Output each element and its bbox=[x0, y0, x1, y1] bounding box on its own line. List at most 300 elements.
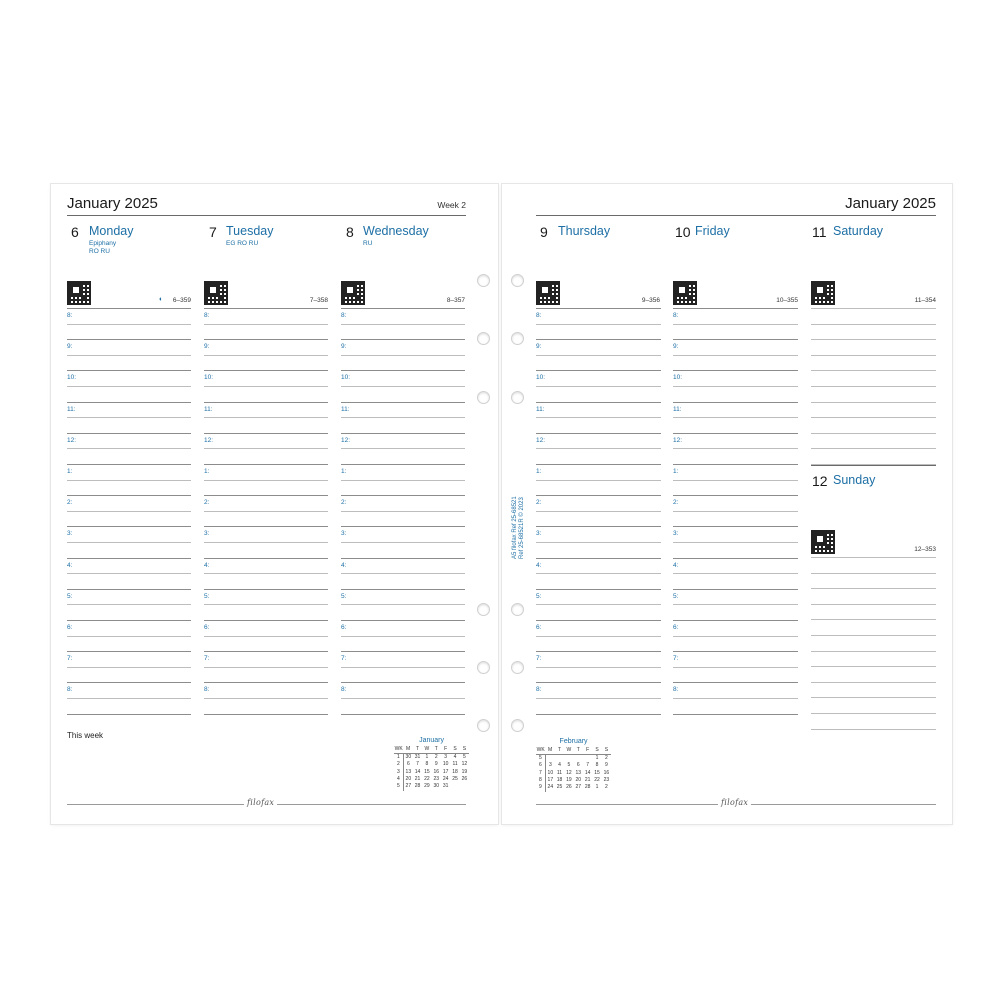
hour-label: 8: bbox=[536, 312, 542, 319]
mini-calendar-date: 31 bbox=[442, 783, 449, 790]
hour-label: 6: bbox=[67, 624, 73, 631]
ruled-line bbox=[536, 542, 661, 543]
hour-label: 10: bbox=[341, 374, 351, 382]
mini-calendar-title: February bbox=[559, 738, 588, 745]
ruled-line bbox=[811, 713, 936, 714]
ruled-line bbox=[341, 667, 465, 668]
mini-calendar-date: 27 bbox=[575, 784, 582, 791]
ruled-line bbox=[536, 464, 661, 465]
day-number: 6 bbox=[71, 224, 79, 240]
mini-calendar-date: 20 bbox=[405, 775, 412, 782]
ruled-line bbox=[341, 495, 465, 496]
hour-label: 10: bbox=[673, 374, 683, 382]
ruled-line bbox=[67, 417, 191, 418]
ruled-line bbox=[204, 573, 328, 574]
ruled-line bbox=[204, 558, 328, 559]
ruled-line bbox=[673, 511, 798, 512]
ruled-line bbox=[536, 620, 661, 621]
mini-calendar-date: 26 bbox=[461, 775, 468, 782]
ruled-line bbox=[811, 402, 936, 403]
ruled-line bbox=[673, 589, 798, 590]
ruled-line bbox=[536, 698, 661, 699]
ruled-line bbox=[67, 714, 191, 715]
mini-calendar-date: 19 bbox=[461, 768, 468, 775]
hour-label: 5: bbox=[204, 592, 210, 600]
ruled-line bbox=[341, 417, 465, 418]
mini-calendar-body bbox=[394, 754, 469, 791]
day-number: 7 bbox=[209, 224, 217, 240]
mini-calendar-date: 13 bbox=[575, 769, 582, 776]
mini-calendar-date: 8 bbox=[595, 762, 599, 769]
ruled-line bbox=[204, 636, 328, 637]
ruled-line bbox=[204, 667, 328, 668]
ruled-line bbox=[673, 542, 798, 543]
ruled-line bbox=[536, 402, 661, 403]
mini-calendar-date: 19 bbox=[566, 776, 572, 783]
ruled-line bbox=[536, 573, 661, 574]
mini-calendar-date: 12 bbox=[566, 769, 572, 776]
ruled-line bbox=[67, 511, 191, 512]
hour-label: 8: bbox=[673, 686, 679, 694]
hour-lines bbox=[341, 308, 465, 733]
ruled-line bbox=[67, 495, 191, 496]
binder-hole bbox=[477, 391, 490, 404]
mini-calendar-date: 4 bbox=[453, 754, 457, 760]
ruled-line bbox=[204, 651, 328, 652]
mini-calendar-weekday-header: M bbox=[545, 747, 554, 755]
mini-calendar-grid bbox=[394, 746, 469, 791]
ruled-line bbox=[67, 402, 191, 403]
hour-label: 3: bbox=[341, 530, 347, 538]
mini-calendar-weekday-header: S bbox=[592, 747, 601, 755]
qr-code-icon bbox=[204, 281, 228, 305]
mini-calendar-date: 8 bbox=[425, 761, 429, 768]
ruled-line bbox=[673, 417, 798, 418]
ruled-line bbox=[341, 433, 465, 434]
ruled-line bbox=[67, 589, 191, 590]
ruled-line bbox=[673, 386, 798, 387]
day-number: 11 bbox=[812, 224, 827, 240]
mini-calendar-date: 21 bbox=[584, 776, 591, 783]
ruled-line bbox=[67, 620, 191, 621]
mini-calendar-date bbox=[460, 783, 469, 790]
qr-code-icon bbox=[67, 281, 91, 305]
day-name: Sunday bbox=[833, 473, 876, 487]
mini-calendar-weekday-header: T bbox=[555, 747, 564, 755]
mini-calendar-date: 3 bbox=[548, 762, 552, 769]
ruled-line bbox=[204, 464, 328, 465]
mini-calendar-title: January bbox=[419, 737, 445, 744]
day-of-year-code: 12–353 bbox=[914, 546, 936, 553]
mini-calendar-date: 5 bbox=[463, 754, 466, 760]
day-of-year-code: 11–354 bbox=[914, 297, 936, 304]
ruled-line bbox=[673, 433, 798, 434]
mini-calendar-date: 7 bbox=[416, 761, 419, 768]
hour-label: 12: bbox=[673, 436, 683, 444]
ruled-line bbox=[341, 698, 465, 699]
ruled-line bbox=[811, 619, 936, 620]
hour-label: 5: bbox=[67, 592, 73, 600]
binder-hole bbox=[477, 274, 490, 287]
ruled-line bbox=[204, 480, 328, 481]
ruled-line bbox=[341, 370, 465, 371]
hour-label: 10: bbox=[536, 374, 546, 382]
mini-calendar-header-row bbox=[536, 747, 611, 755]
mini-calendar-weekday-header: WK bbox=[536, 747, 545, 753]
ruled-line bbox=[67, 324, 191, 325]
hour-lines bbox=[673, 308, 798, 733]
ruled-line bbox=[536, 604, 661, 605]
header-rule bbox=[536, 215, 936, 216]
hour-label: 2: bbox=[67, 499, 73, 507]
ruled-line bbox=[341, 542, 465, 543]
ruled-line bbox=[67, 308, 191, 309]
mini-calendar-weekday-header: T bbox=[432, 746, 441, 754]
mini-calendar-date: 11 bbox=[556, 769, 563, 776]
ruled-line bbox=[204, 604, 328, 605]
day-of-year-code: 9–356 bbox=[641, 297, 660, 304]
hour-label: 7: bbox=[204, 655, 210, 663]
ruled-line bbox=[536, 355, 661, 356]
mini-calendar-weekday-header: F bbox=[441, 746, 450, 754]
hour-label: 7: bbox=[67, 655, 73, 663]
hour-label: 3: bbox=[673, 530, 679, 538]
day-of-year-code: 8–357 bbox=[446, 297, 465, 304]
hour-label: 7: bbox=[341, 655, 347, 663]
ruled-line bbox=[811, 355, 936, 356]
hour-label: 3: bbox=[204, 530, 210, 538]
hour-label: 9: bbox=[204, 343, 210, 351]
hour-label: 4: bbox=[673, 561, 679, 569]
qr-code-icon bbox=[341, 281, 365, 305]
ruled-line bbox=[673, 667, 798, 668]
mini-calendar-week-row bbox=[394, 776, 469, 783]
binder-hole bbox=[511, 274, 524, 287]
ruled-line bbox=[673, 355, 798, 356]
ruled-line bbox=[673, 636, 798, 637]
mini-calendar-date: 6 bbox=[406, 761, 410, 768]
binder-hole bbox=[477, 603, 490, 616]
ruled-line bbox=[341, 386, 465, 387]
ruled-line bbox=[536, 433, 661, 434]
mini-calendar-week-row bbox=[536, 769, 611, 776]
mini-calendar-date: 14 bbox=[414, 768, 421, 775]
mini-calendar-date: 25 bbox=[556, 784, 563, 791]
ruled-line bbox=[536, 667, 661, 668]
ruled-line bbox=[811, 433, 936, 434]
ruled-line bbox=[341, 620, 465, 621]
ruled-line bbox=[673, 558, 798, 559]
mini-calendar-date: 18 bbox=[556, 776, 563, 783]
mini-calendar-date: 24 bbox=[547, 784, 554, 791]
mini-calendar-date: 10 bbox=[442, 761, 449, 768]
hour-label: 6: bbox=[536, 624, 542, 631]
mini-calendar-weekday-header: S bbox=[450, 746, 459, 754]
hour-lines bbox=[536, 308, 661, 733]
ruled-line bbox=[67, 651, 191, 652]
ruled-line bbox=[67, 464, 191, 465]
mini-calendar-date: 29 bbox=[424, 783, 430, 790]
mini-calendar-week-row bbox=[394, 783, 469, 790]
hour-label: 1: bbox=[673, 468, 679, 475]
ruled-line bbox=[341, 480, 465, 481]
hour-label: 2: bbox=[673, 499, 679, 507]
ruled-line bbox=[204, 324, 328, 325]
mini-calendar-week-number: 2 bbox=[394, 761, 403, 768]
hour-label: 1: bbox=[204, 468, 210, 475]
binder-hole bbox=[511, 603, 524, 616]
ruled-line bbox=[536, 417, 661, 418]
mini-calendar-weekday-header: F bbox=[583, 747, 592, 755]
hour-label: 8: bbox=[204, 312, 210, 319]
ruled-line bbox=[341, 526, 465, 527]
ruled-line bbox=[204, 511, 328, 512]
hour-label: 11: bbox=[673, 405, 682, 413]
mini-calendar-week-number: 9 bbox=[536, 784, 545, 791]
week-number-label: Week 2 bbox=[437, 200, 466, 210]
mini-calendar-date: 2 bbox=[605, 755, 608, 761]
ruled-line bbox=[811, 573, 936, 574]
hour-label: 10: bbox=[204, 374, 214, 382]
hour-label: 4: bbox=[204, 561, 210, 569]
binder-hole bbox=[511, 661, 524, 674]
mini-calendar-date: 11 bbox=[452, 761, 458, 768]
ruled-line bbox=[673, 495, 798, 496]
ruled-line bbox=[811, 635, 936, 636]
ruled-line bbox=[536, 526, 661, 527]
ruled-line bbox=[341, 682, 465, 683]
mini-calendar-week-number: 5 bbox=[536, 755, 545, 763]
binder-hole bbox=[477, 661, 490, 674]
mini-calendar-date: 24 bbox=[442, 775, 449, 782]
mini-calendar-week-row bbox=[394, 761, 469, 768]
mini-calendar-date: 4 bbox=[558, 762, 561, 769]
ruled-line bbox=[204, 355, 328, 356]
mini-calendar-date: 30 bbox=[405, 754, 412, 760]
ruled-line bbox=[67, 433, 191, 434]
mini-calendar-week-number: 7 bbox=[536, 769, 545, 776]
hour-label: 9: bbox=[536, 343, 542, 351]
ruled-line bbox=[673, 573, 798, 574]
ruled-line bbox=[536, 480, 661, 481]
ruled-line bbox=[341, 511, 465, 512]
day-name: Friday bbox=[695, 224, 730, 238]
ruled-line bbox=[673, 324, 798, 325]
hour-label: 2: bbox=[341, 499, 347, 507]
mini-calendar-weekday-header: M bbox=[403, 746, 412, 754]
day-number: 8 bbox=[346, 224, 354, 240]
product-reference-text bbox=[512, 496, 526, 559]
ruled-line bbox=[536, 339, 661, 340]
ruled-line bbox=[204, 448, 328, 449]
mini-calendar-date: 13 bbox=[405, 768, 412, 775]
ruled-line bbox=[673, 480, 798, 481]
filofax-logo: filofax bbox=[718, 798, 751, 807]
qr-code-icon bbox=[811, 530, 835, 554]
mini-calendar-date: 10 bbox=[547, 769, 554, 776]
mini-calendar-date: 1 bbox=[425, 754, 429, 760]
mini-calendar-date: 5 bbox=[567, 762, 571, 769]
hour-label: 6: bbox=[673, 624, 679, 631]
binder-hole bbox=[511, 391, 524, 404]
mini-calendar-date: 9 bbox=[605, 762, 608, 769]
mini-calendar-date: 20 bbox=[575, 776, 582, 783]
mini-calendar-date: 25 bbox=[452, 775, 458, 782]
day-name: Monday bbox=[89, 224, 134, 238]
mini-calendar-date: 27 bbox=[405, 783, 412, 790]
ruled-line bbox=[673, 402, 798, 403]
ruled-line bbox=[811, 588, 936, 589]
ruled-line bbox=[204, 495, 328, 496]
ruled-line bbox=[341, 402, 465, 403]
hour-label: 2: bbox=[536, 499, 542, 507]
mini-calendar-date: 30 bbox=[433, 783, 440, 790]
mini-calendar-week-row bbox=[536, 755, 611, 763]
page-month-title: January 2025 bbox=[845, 195, 936, 212]
hour-label: 12: bbox=[67, 436, 77, 444]
day-name: Tuesday bbox=[226, 224, 274, 238]
hour-label: 4: bbox=[67, 561, 73, 569]
moon-phase-icon: ◐ bbox=[159, 296, 164, 303]
ruled-line bbox=[204, 542, 328, 543]
day-of-year-code: 6–359 bbox=[172, 297, 191, 304]
ruled-line bbox=[204, 370, 328, 371]
right-diary-page bbox=[502, 184, 952, 824]
ruled-line bbox=[341, 651, 465, 652]
hour-label: 1: bbox=[67, 468, 73, 475]
ruled-line bbox=[67, 542, 191, 543]
mini-calendar-grid bbox=[536, 747, 611, 792]
mini-calendar-date bbox=[574, 755, 583, 763]
filofax-logo: filofax bbox=[244, 798, 277, 807]
ruled-line bbox=[67, 698, 191, 699]
mini-calendar-date: 9 bbox=[434, 761, 438, 768]
hour-label: 8: bbox=[673, 312, 679, 319]
mini-calendar-date bbox=[564, 755, 573, 763]
mini-calendar-weekday-header: T bbox=[413, 746, 422, 754]
hour-label: 11: bbox=[204, 405, 213, 413]
ruled-line bbox=[204, 433, 328, 434]
mini-calendar-weekday-header: W bbox=[564, 747, 573, 755]
mini-calendar-week-number: 3 bbox=[394, 768, 403, 775]
mini-calendar-date bbox=[545, 755, 554, 763]
hour-label: 11: bbox=[341, 405, 350, 413]
mini-calendar-body bbox=[536, 755, 611, 792]
mini-calendar-weekday-header: W bbox=[422, 746, 431, 754]
binder-hole bbox=[477, 332, 490, 345]
hour-label: 1: bbox=[536, 468, 542, 475]
mini-calendar-week-row bbox=[536, 777, 611, 784]
day-name: Thursday bbox=[558, 224, 611, 238]
ruled-line bbox=[811, 682, 936, 683]
ruled-line bbox=[811, 386, 936, 387]
day-name: Saturday bbox=[833, 224, 884, 238]
hour-label: 5: bbox=[536, 592, 542, 600]
ruled-line bbox=[811, 308, 936, 309]
ruled-line bbox=[536, 495, 661, 496]
ruled-line bbox=[341, 604, 465, 605]
mini-calendar-date: 12 bbox=[461, 761, 468, 768]
mini-calendar-date bbox=[450, 783, 459, 790]
hour-label: 5: bbox=[341, 592, 347, 600]
mini-calendar-date: 23 bbox=[603, 776, 610, 783]
ruled-line bbox=[67, 558, 191, 559]
mini-calendar-weekday-header: S bbox=[460, 746, 469, 754]
mini-calendar-date: 7 bbox=[586, 762, 590, 769]
day-country-codes: RU bbox=[363, 240, 373, 247]
qr-code-icon bbox=[536, 281, 560, 305]
hour-label: 8: bbox=[67, 686, 73, 694]
header-rule bbox=[67, 215, 466, 216]
ruled-line bbox=[536, 386, 661, 387]
this-week-label: This week bbox=[67, 731, 104, 740]
product-reference-line: A5 filofax Ref 25-68521 bbox=[512, 496, 518, 559]
mini-calendar-week-row bbox=[536, 784, 611, 791]
ruled-line bbox=[673, 620, 798, 621]
ruled-line bbox=[673, 448, 798, 449]
mini-calendar-week-number: 6 bbox=[536, 762, 545, 769]
hour-label: 7: bbox=[673, 655, 679, 663]
ruled-line bbox=[204, 714, 328, 715]
hour-label: 4: bbox=[341, 561, 347, 569]
ruled-line bbox=[67, 604, 191, 605]
binder-hole bbox=[511, 332, 524, 345]
ruled-line bbox=[341, 714, 465, 715]
mini-calendar-date: 1 bbox=[595, 784, 599, 791]
mini-calendar-week-row bbox=[536, 762, 611, 769]
hour-lines bbox=[67, 308, 191, 733]
ruled-line bbox=[341, 355, 465, 356]
binder-hole bbox=[477, 719, 490, 732]
ruled-line bbox=[536, 714, 661, 715]
ruled-line bbox=[67, 370, 191, 371]
hour-label: 8: bbox=[204, 686, 210, 694]
qr-code-icon bbox=[811, 281, 835, 305]
page-month-title: January 2025 bbox=[67, 195, 158, 212]
ruled-line bbox=[67, 448, 191, 449]
ruled-line bbox=[811, 448, 936, 449]
weekend-divider bbox=[811, 465, 936, 466]
note-lines bbox=[811, 308, 936, 466]
mini-calendar-january bbox=[394, 737, 469, 791]
mini-calendar-date: 17 bbox=[442, 768, 449, 775]
ruled-line bbox=[67, 386, 191, 387]
ruled-line bbox=[536, 651, 661, 652]
mini-calendar-date: 22 bbox=[424, 775, 430, 782]
mini-calendar-date: 3 bbox=[444, 754, 448, 760]
day-number: 12 bbox=[812, 473, 828, 489]
ruled-line bbox=[341, 573, 465, 574]
mini-calendar-date: 2 bbox=[605, 784, 608, 791]
ruled-line bbox=[204, 526, 328, 527]
hour-label: 11: bbox=[536, 405, 545, 413]
mini-calendar-date: 16 bbox=[433, 768, 440, 775]
ruled-line bbox=[536, 636, 661, 637]
ruled-line bbox=[673, 370, 798, 371]
ruled-line bbox=[673, 682, 798, 683]
mini-calendar-week-number: 1 bbox=[394, 754, 403, 762]
ruled-line bbox=[673, 698, 798, 699]
hour-label: 10: bbox=[67, 374, 77, 382]
hour-lines bbox=[204, 308, 328, 733]
hour-label: 1: bbox=[341, 468, 347, 475]
ruled-line bbox=[673, 604, 798, 605]
hour-label: 9: bbox=[341, 343, 347, 351]
ruled-line bbox=[67, 636, 191, 637]
mini-calendar-week-row bbox=[394, 754, 469, 762]
day-of-year-code: 7–358 bbox=[309, 297, 328, 304]
mini-calendar-date: 26 bbox=[566, 784, 572, 791]
